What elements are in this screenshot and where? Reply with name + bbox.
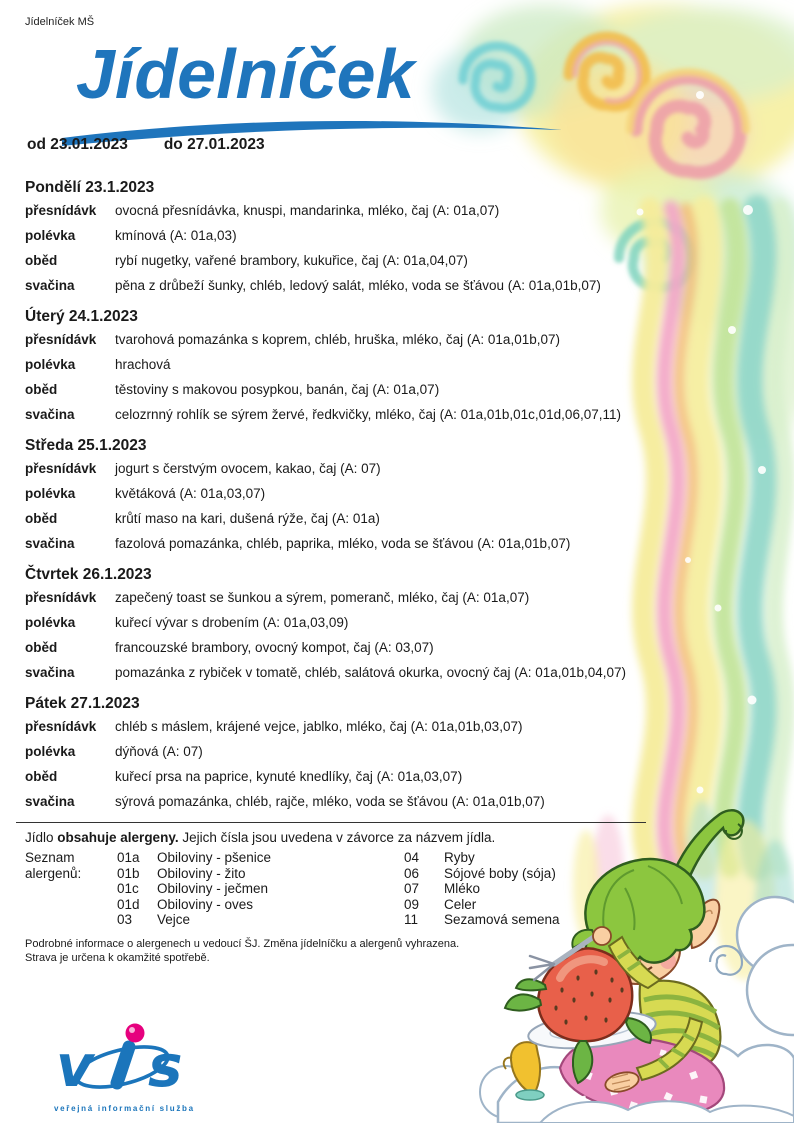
logo-letter-s: s [148, 1032, 183, 1100]
allergen-item [404, 912, 560, 928]
allergen-code: 01c [117, 881, 139, 896]
date-range [27, 136, 265, 154]
menu-day-wednesday [25, 427, 640, 556]
meal-label: polévka [25, 357, 76, 372]
menu-day-friday [25, 685, 640, 814]
meal-label: polévka [25, 228, 76, 243]
menu-row [25, 223, 640, 248]
meal-text: těstoviny s makovou posypkou, banán, čaj (A: 01a,07) [115, 382, 440, 397]
allergen-name: Vejce [157, 912, 191, 927]
meal-text: chléb s máslem, krájené vejce, jablko, mléko, čaj (A: 01a,01b,03,07) [115, 719, 523, 734]
weekly-menu [25, 169, 640, 814]
menu-row [25, 714, 640, 739]
menu-row [25, 739, 640, 764]
menu-row [25, 456, 640, 481]
allergen-code: 03 [117, 912, 133, 927]
allergen-code: 01a [117, 850, 140, 865]
allergen-item [117, 897, 404, 913]
logo-letter-i-stem [117, 1047, 129, 1083]
allergen-section [16, 822, 646, 965]
meal-text: kuřecí vývar s drobením (A: 01a,03,09) [115, 615, 349, 630]
meal-label: přesnídávk [25, 719, 97, 734]
date-from: od 23.01.2023 [27, 136, 128, 153]
allergen-code: 01b [117, 865, 140, 881]
meal-label: přesnídávk [25, 332, 97, 347]
menu-day-tuesday [25, 298, 640, 427]
strawberry-illustration [505, 948, 651, 1083]
menu-row [25, 198, 640, 223]
meal-text: pěna z drůbeží šunky, chléb, ledový salát, mléko, voda se šťávou (A: 01a,01b,07) [115, 278, 601, 293]
menu-row [25, 352, 640, 377]
meal-label: polévka [25, 615, 76, 630]
date-to: do 27.01.2023 [163, 136, 265, 153]
meal-text: ovocná přesnídávka, knuspi, mandarinka, mléko, čaj (A: 01a,07) [115, 203, 500, 218]
footer-note-line: Podrobné informace o alergenech u vedoucí ŠJ. Změna jídelníčku a alergenů vyhrazena. [25, 937, 460, 950]
menu-row [25, 610, 640, 635]
meal-label: oběd [25, 511, 58, 526]
meal-text: tvarohová pomazánka s koprem, chléb, hruška, mléko, čaj (A: 01a,01b,07) [115, 332, 560, 347]
allergen-item [117, 850, 404, 866]
day-heading: Pátek 27.1.2023 [25, 695, 140, 712]
notice-suffix: Jejich čísla jsou uvedena v závorce za názvem jídla. [178, 830, 496, 845]
meal-text: kuřecí prsa na paprice, kynuté knedlíky, čaj (A: 01a,03,07) [115, 769, 463, 784]
menu-row [25, 327, 640, 352]
menu-row [25, 506, 640, 531]
menu-row [25, 660, 640, 685]
vis-logo [50, 1020, 208, 1121]
meal-label: přesnídávk [25, 203, 97, 218]
notice-bold: obsahuje alergeny. [57, 830, 179, 845]
logo-tagline: veřejná informační služba [54, 1104, 195, 1113]
meal-label: svačina [25, 536, 75, 551]
meal-label: přesnídávk [25, 590, 97, 605]
meal-text: zapečený toast se šunkou a sýrem, pomeranč, mléko, čaj (A: 01a,07) [115, 590, 530, 605]
menu-row [25, 585, 640, 610]
allergen-name: Obiloviny - žito [157, 865, 246, 881]
allergen-notice [16, 823, 646, 845]
day-heading: Pondělí 23.1.2023 [25, 179, 155, 196]
meal-label: oběd [25, 253, 58, 268]
doc-label: Jídelníček MŠ [25, 16, 95, 28]
cloud-spiral-curl [710, 946, 742, 975]
menu-row [25, 402, 640, 427]
day-heading: Středa 25.1.2023 [25, 437, 147, 454]
notice-prefix: Jídlo [25, 830, 58, 845]
footer-note-line: Strava je určena k okamžité spotřebě. [25, 951, 210, 964]
meal-text: krůtí maso na kari, dušená rýže, čaj (A: 01a) [115, 511, 380, 526]
allergen-code: 01d [117, 896, 140, 912]
allergen-name: Sójové boby (sója) [444, 865, 556, 881]
menu-day-monday [25, 169, 640, 298]
menu-row [25, 764, 640, 789]
meal-label: polévka [25, 744, 76, 759]
meal-text: hrachová [115, 357, 171, 372]
menu-row [25, 377, 640, 402]
menu-row [25, 531, 640, 556]
menu-row [25, 273, 640, 298]
meal-text: francouzské brambory, ovocný kompot, čaj (A: 03,07) [115, 640, 434, 655]
meal-label: oběd [25, 769, 58, 784]
meal-label: přesnídávk [25, 461, 97, 476]
allergen-list-label: Seznam alergenů: [25, 850, 82, 881]
allergen-name: Obiloviny - pšenice [157, 850, 272, 865]
allergen-list [16, 850, 646, 928]
meal-label: svačina [25, 665, 75, 680]
meal-text: rybí nugetky, vařené brambory, kukuřice, čaj (A: 01a,04,07) [115, 253, 468, 268]
meal-label: oběd [25, 640, 58, 655]
allergen-item [404, 850, 560, 866]
allergen-code: 04 [404, 850, 420, 865]
page-title: Jídelníček [76, 35, 415, 113]
meal-label: svačina [25, 407, 75, 422]
meal-label: oběd [25, 382, 58, 397]
meal-label: svačina [25, 794, 75, 809]
allergen-name: Ryby [444, 850, 475, 865]
meal-text: květáková (A: 01a,03,07) [115, 486, 266, 501]
logo-letter-v: v [56, 1032, 94, 1100]
menu-row [25, 248, 640, 273]
allergen-name: Obiloviny - oves [157, 896, 254, 912]
meal-text: dýňová (A: 07) [115, 744, 203, 759]
allergen-item [117, 912, 404, 928]
allergen-code: 09 [404, 896, 420, 912]
meal-text: pomazánka z rybiček v tomatě, chléb, salátová okurka, ovocný čaj (A: 01a,01b,04,07) [115, 665, 627, 680]
allergen-item [404, 897, 560, 913]
allergen-code: 06 [404, 865, 420, 881]
allergen-item [404, 866, 560, 882]
allergen-name: Sezamová semena [444, 912, 560, 927]
day-heading: Úterý 24.1.2023 [25, 308, 138, 325]
meal-text: kmínová (A: 01a,03) [115, 228, 237, 243]
allergen-item [117, 866, 404, 882]
menu-day-thursday [25, 556, 640, 685]
allergen-name: Celer [444, 896, 477, 912]
footer-notes [16, 937, 646, 965]
meal-text: sýrová pomazánka, chléb, rajče, mléko, voda se šťávou (A: 01a,01b,07) [115, 794, 545, 809]
allergen-item [404, 881, 560, 897]
allergen-column-2 [404, 850, 560, 928]
meal-label: svačina [25, 278, 75, 293]
meal-label: polévka [25, 486, 76, 501]
allergen-name: Obiloviny - ječmen [157, 881, 269, 896]
allergen-column-1 [117, 850, 404, 928]
meal-text: celozrnný rohlík se sýrem žervé, ředkvičky, mléko, čaj (A: 01a,01b,01c,01d,06,07,11) [115, 407, 621, 422]
menu-row [25, 635, 640, 660]
logo-pink-dot [126, 1024, 145, 1043]
day-heading: Čtvrtek 26.1.2023 [25, 566, 152, 583]
menu-row [25, 789, 640, 814]
allergen-name: Mléko [444, 881, 481, 896]
allergen-code: 11 [404, 912, 419, 927]
meal-text: fazolová pomazánka, chléb, paprika, mléko, voda se šťávou (A: 01a,01b,07) [115, 536, 571, 551]
allergen-code: 07 [404, 881, 420, 896]
sparkle-dots [637, 91, 767, 794]
menu-row [25, 481, 640, 506]
meal-text: jogurt s čerstvým ovocem, kakao, čaj (A: 07) [115, 461, 381, 476]
allergen-item [117, 881, 404, 897]
